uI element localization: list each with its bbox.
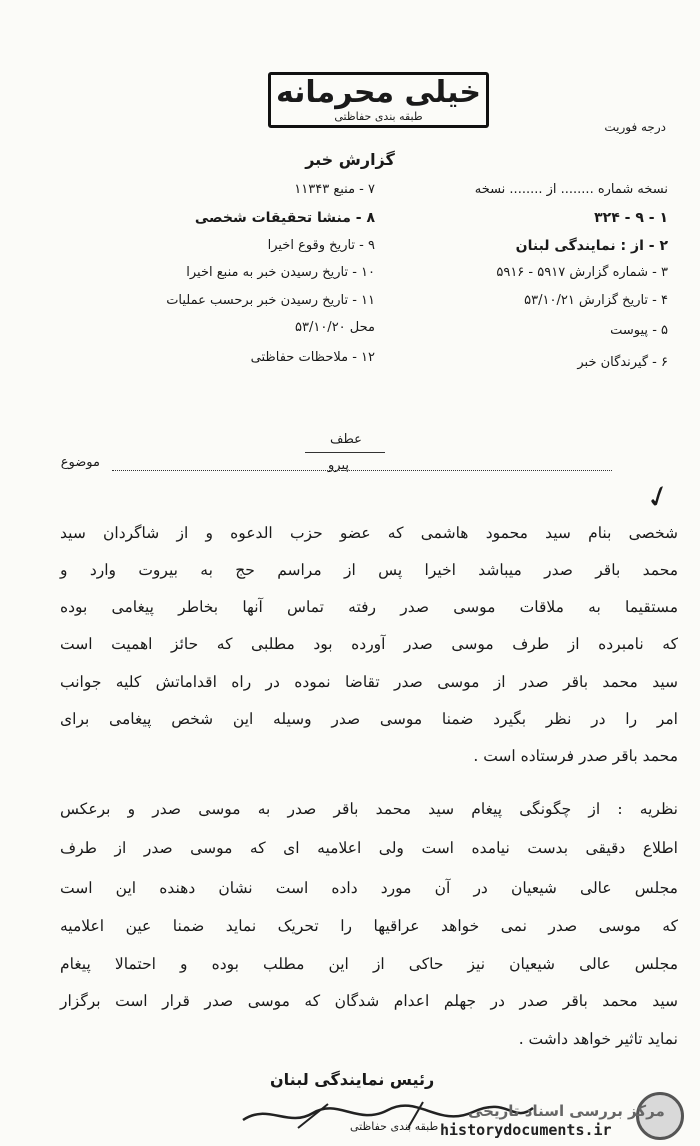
field-copy-number: نسخه شماره ........ از ........ نسخه (474, 182, 668, 197)
footer-classification: طبقه بندی حفاظتی (350, 1120, 439, 1133)
subject-label: موضوع (60, 455, 100, 470)
attn-label: عطف (330, 432, 362, 447)
body-line: که موسی صدر نمی خواهد عراقیها را تحریک نماید ضمنا عین اعلامیه (60, 917, 678, 935)
field-11-operation-date: ۱۱ - تاریخ رسیدن خبر برحسب عملیات (166, 293, 375, 308)
body-line: که نامبرده از طرف موسی صدر آورده بود مطلبی که حائز اهمیت است (60, 635, 678, 653)
body-line: سید محمد باقر صدر از موسی صدر تقاضا نموده در راه اقداماتش کلیه جوانب (60, 673, 678, 691)
attn-divider (305, 452, 385, 453)
body-line: مجلس عالی شیعیان در آن مورد داده است نشان دهنده این است (60, 879, 678, 897)
field-9-event-date: ۹ - تاریخ وقوع اخیرا (267, 238, 375, 253)
field-11-location: محل ۵۳/۱۰/۲۰ (295, 320, 375, 335)
checkmark-icon: ✓ (641, 476, 676, 519)
field-6-recipients: ۶ - گیرندگان خبر (577, 355, 668, 370)
classification-stamp (268, 72, 489, 128)
field-7-source: ۷ - منبع ۱۱۳۴۳ (294, 182, 375, 197)
stamp-main-text: خیلی محرمانه (275, 74, 482, 110)
body-line: نظریه : از چگونگی پیغام سید محمد باقر صدر به موسی صدر و برعکس (60, 800, 678, 818)
watermark-url: historydocuments.ir (440, 1121, 612, 1139)
body-line: امر را در نظر بگیرد ضمنا موسی صدر وسیله این شخص پیغامی برای (60, 710, 678, 728)
field-4-report-date: ۴ - تاریخ گزارش ۵۳/۱۰/۲۱ (524, 293, 668, 308)
body-line: محمد باقر صدر فرستاده است . (473, 747, 678, 765)
body-line: سید محمد باقر صدر در جهلم اعدام شدگان که موسی صدر قرار است برگزار (60, 992, 678, 1010)
priority-label: درجه فوریت (604, 120, 666, 134)
field-8-origin: ۸ - منشا تحقیقات شخصی (194, 210, 375, 226)
body-line: مستقیما به ملاقات موسی صدر رفته تماس آنها بخاطر پیغامی بوده (60, 598, 678, 616)
body-line: نماید تاثیر خواهد داشت . (518, 1030, 678, 1048)
report-title: گزارش خبر (305, 150, 395, 169)
signature-title: رئیس نمایندگی لبنان (270, 1070, 435, 1089)
stamp-sub-text: طبقه بندی حفاظتی (334, 109, 423, 123)
body-line: اطلاع دقیقی بدست نیامده است ولی اعلامیه ای که موسی صدر از طرف (60, 839, 678, 857)
follow-label: پیرو (328, 458, 349, 473)
watermark-text: مرکز بررسی اسناد تاریخی (468, 1102, 665, 1120)
field-5-attachment: ۵ - پیوست (610, 323, 668, 338)
field-2-from: ۲ - از : نمایندگی لبنان (515, 238, 668, 254)
body-line: مجلس عالی شیعیان نیز حاکی از این مطلب بوده و احتمالا پیغام (60, 955, 678, 973)
subject-line (112, 470, 612, 471)
body-line: شخصی بنام سید محمود هاشمی که عضو حزب الدعوه و از شاگردان سید (60, 524, 678, 542)
field-1: ۱ - ۹ - ۳۲۴ (594, 210, 668, 226)
field-12-security-notes: ۱۲ - ملاحظات حفاظتی (250, 350, 375, 365)
field-10-received-date: ۱۰ - تاریخ رسیدن خبر به منبع اخیرا (186, 265, 375, 280)
field-3-report-number: ۳ - شماره گزارش ۵۹۱۷ - ۵۹۱۶ (496, 265, 668, 280)
body-line: محمد باقر صدر میباشد اخیرا پس از مراسم حج به بیروت وارد و (60, 561, 678, 579)
